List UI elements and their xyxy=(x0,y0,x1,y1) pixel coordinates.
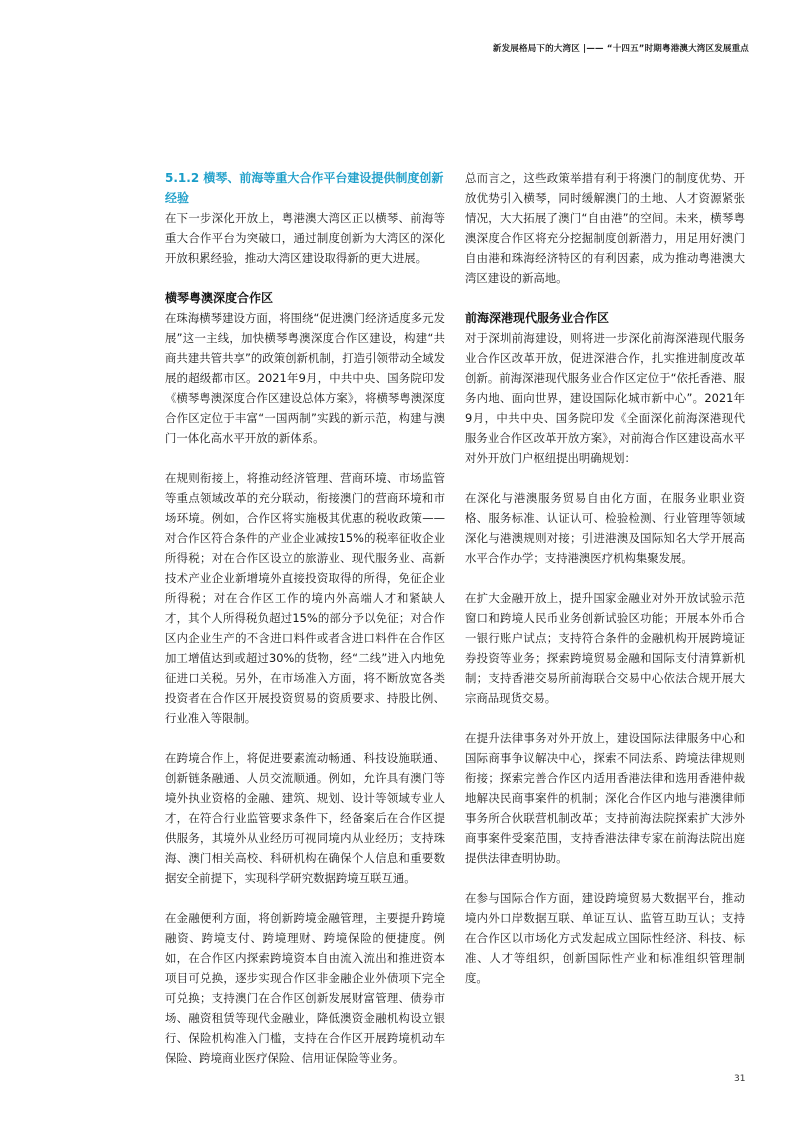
hengqin-paragraph-4: 在金融便利方面，将创新跨境金融管理，主要提升跨境融资、跨境支付、跨境理财、跨境保险的便捷度。例如，在合作区内探索跨境资本自由流入流出和推进资本项目可兑换，逐步实现合作区非金融企业外债项下完全可兑换；支持澳门在合作区创新发展财富管理、债券市场、融资租赁等现代金融业，降低澳资金融机构设立银行、保险机构准入门槛，支持在合作区开展跨境机动车保险、跨境商业医疗保险、信用证保险等业务。 xyxy=(165,911,445,1065)
running-header: 新发展格局下的大湾区 |—— “十四五”时期粤港澳大湾区发展重点 xyxy=(492,44,749,54)
summary-paragraph: 总而言之，这些政策举措有利于将澳门的制度优势、开放优势引入横琴，同时缓解澳门的土地、人才资源紧张情况，大大拓展了澳门“自由港”的空间。未来，横琴粤澳深度合作区将充分挖掘制度创新潜力，用足用好澳门自由港和珠海经济特区的有利因素，成为推动粤港澳大湾区建设的新高地。 xyxy=(465,171,745,285)
hengqin-paragraph-2: 在规则衔接上，将推动经济管理、营商环境、市场监管等重点领域改革的充分联动，衔接澳门的营商环境和市场环境。例如，合作区将实施极其优惠的税收政策——对合作区符合条件的产业企业减按15%的税率征收企业所得税；对在合作区设立的旅游业、现代服务业、高新技术产业企业新增境外直接投资取得的所得，免征企业所得税；对在合作区工作的境内外高端人才和紧缺人才，其个人所得税负超过15%的部分予以免征；对合作区内企业生产的不含进口料件或者含进口料件在合作区加工增值达到或超过30%的货物，经“二线”进入内地免征进口关税。另外，在市场准入方面，将不断放宽各类投资者在合作区开展投资贸易的资质要求、持股比例、行业准入等限制。 xyxy=(165,471,445,725)
qianhai-subtitle: 前海深港现代服务业合作区 xyxy=(465,311,610,325)
page-number: 31 xyxy=(734,1074,746,1084)
left-column xyxy=(165,168,445,1068)
qianhai-paragraph-2: 在深化与港澳服务贸易自由化方面，在服务业职业资格、服务标准、认证认可、检验检测、行业管理等领域深化与港澳规则对接；引进港澳及国际知名大学开展高水平合作办学；支持港澳医疗机构集聚发展。 xyxy=(465,491,745,565)
qianhai-paragraph-5: 在参与国际合作方面，建设跨境贸易大数据平台，推动境内外口岸数据互联、单证互认、监管互助互认；支持在合作区以市场化方式发起成立国际性经济、科技、标准、人才等组织，创新国际性产业和标准组织管理制度。 xyxy=(465,891,745,985)
section-title: 5.1.2 横琴、前海等重大合作平台建设提供制度创新经验 xyxy=(165,171,444,205)
qianhai-paragraph-1: 对于深圳前海建设，则将进一步深化前海深港现代服务业合作区改革开放，促进深港合作，扎实推进制度改革创新。前海深港现代服务业合作区定位于“依托香港、服务内地、面向世界，建设国际化城市新中心”。2021年9月，中共中央、国务院印发《全面深化前海深港现代服务业合作区改革开放方案》，对前海合作区建设高水平对外开放门户枢纽提出明确规划： xyxy=(465,331,745,465)
hengqin-paragraph-1: 在珠海横琴建设方面，将围绕“促进澳门经济适度多元发展”这一主线，加快横琴粤澳深度合作区建设，构建“共商共建共管共享”的政策创新机制，打造引领带动全域发展的超级都市区。2021年9月，中共中央、国务院印发《横琴粤澳深度合作区建设总体方案》，将横琴粤澳深度合作区定位于丰富“一国两制”实践的新示范，构建与澳门一体化高水平开放的新体系。 xyxy=(165,311,445,445)
intro-paragraph: 在下一步深化开放上，粤港澳大湾区正以横琴、前海等重大合作平台为突破口，通过制度创新为大湾区的深化开放积累经验，推动大湾区建设取得新的更大进展。 xyxy=(165,211,445,265)
qianhai-paragraph-4: 在提升法律事务对外开放上，建设国际法律服务中心和国际商事争议解决中心，探索不同法系、跨境法律规则衔接；探索完善合作区内适用香港法律和选用香港仲裁地解决民商事案件的机制；深化合作区内地与港澳律师事务所合伙联营机制改革；支持前海法院探索扩大涉外商事案件受案范围，支持香港法律专家在前海法院出庭提供法律查明协助。 xyxy=(465,731,745,865)
qianhai-paragraph-3: 在扩大金融开放上，提升国家金融业对外开放试验示范窗口和跨境人民币业务创新试验区功能；开展本外币合一银行账户试点；支持符合条件的金融机构开展跨境证券投资等业务；探索跨境贸易金融和国际支付清算新机制；支持香港交易所前海联合交易中心依法合规开展大宗商品现货交易。 xyxy=(465,591,745,705)
hengqin-subtitle: 横琴粤澳深度合作区 xyxy=(165,291,274,305)
hengqin-paragraph-3: 在跨境合作上，将促进要素流动畅通、科技设施联通、创新链条融通、人员交流顺通。例如，允许具有澳门等境外执业资格的金融、建筑、规划、设计等领域专业人才，在符合行业监管要求条件下，经备案后在合作区提供服务，其境外从业经历可视同境内从业经历；支持珠海、澳门相关高校、科研机构在确保个人信息和重要数据安全前提下，实现科学研究数据跨境互联互通。 xyxy=(165,751,445,885)
right-column xyxy=(465,168,745,988)
